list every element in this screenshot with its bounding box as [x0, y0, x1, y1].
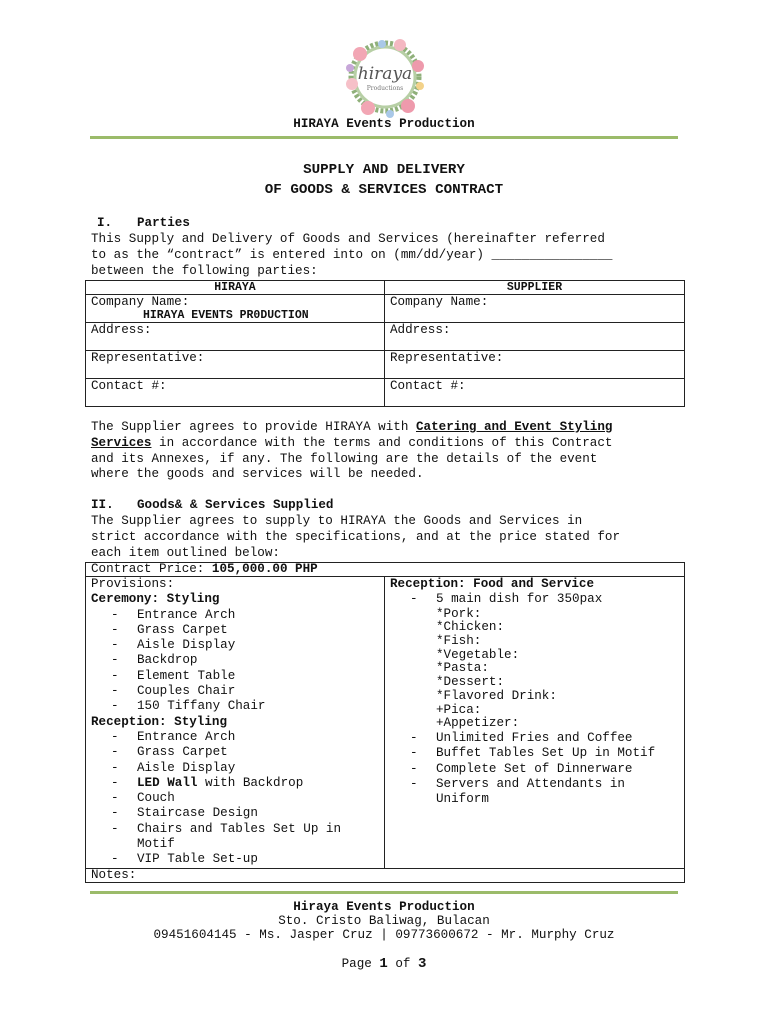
footer-contacts: 09451604145 - Ms. Jasper Cruz | 09773600672 - Mr. Murphy Cruz — [153, 928, 615, 943]
list-item: - Grass Carpet — [111, 745, 379, 760]
provisions-label: Provisions: — [91, 577, 175, 591]
supplier-rep-cell: Representative: — [385, 351, 685, 379]
list-item: - Couples Chair — [111, 684, 379, 699]
dish-item: *Chicken: — [436, 620, 505, 635]
list-item: - Couch — [111, 791, 379, 806]
list-item: - Complete Set of Dinnerware — [410, 762, 679, 777]
logo-wordmark: hiraya — [357, 64, 413, 84]
led-wall-rest: with Backdrop — [197, 775, 304, 790]
dish-item: *Fish: — [436, 634, 482, 648]
list-item: - Grass Carpet — [111, 623, 379, 638]
intro-line: The Supplier agrees to supply to HIRAYA the Goods and Services in — [91, 514, 583, 528]
list-item: - Chairs and Tables Set Up in Motif — [111, 822, 379, 853]
supplier-contact-cell: Contact #: — [385, 379, 685, 407]
supplier-company-cell: Company Name: — [385, 295, 685, 323]
footer-address: Sto. Cristo Baliwag, Bulacan — [278, 914, 490, 929]
page-total: 3 — [418, 956, 427, 972]
list-item: - Aisle Display — [111, 638, 379, 653]
vip-item: - VIP Table Set-up — [111, 852, 258, 867]
list-item: - 150 Tiffany Chair — [111, 699, 379, 714]
page-of: of — [387, 957, 419, 971]
section2-heading: Goods& & Services Supplied — [137, 498, 334, 512]
parties-table — [85, 280, 685, 407]
notes-cell: Notes: — [86, 868, 685, 882]
section1-num: I. — [97, 216, 113, 230]
food-heading: Reception: Food and Service — [390, 577, 595, 591]
hiraya-company-cell — [86, 295, 385, 323]
dish-item: +Pica: — [436, 702, 482, 717]
ceremony-list — [91, 608, 379, 715]
goods-table — [85, 562, 685, 883]
list-item: - Entrance Arch — [111, 608, 379, 623]
section1-heading: Parties — [137, 216, 190, 230]
hiraya-address-cell: Address: — [86, 323, 385, 351]
list-item: - Aisle Display — [111, 761, 379, 776]
parties-header-supplier: SUPPLIER — [385, 281, 685, 295]
provisions-cell — [86, 577, 385, 869]
reception-styling-heading: Reception: Styling — [91, 714, 228, 729]
title-line1: SUPPLY AND DELIVERY — [303, 162, 465, 178]
list-item: - Element Table — [111, 669, 379, 684]
intro-line: each item outlined below: — [91, 545, 280, 560]
list-item: - Staircase Design — [111, 806, 379, 821]
dish-sub-list — [390, 608, 679, 731]
list-item: - Buffet Tables Set Up in Motif — [410, 746, 679, 761]
footer-company: Hiraya Events Production — [293, 900, 475, 914]
price-label: Contract Price: — [91, 562, 212, 576]
intro-line: between the following parties: — [91, 263, 318, 278]
page-current: 1 — [379, 956, 388, 972]
section2-num: II. — [91, 498, 114, 512]
parties-header-hiraya: HIRAYA — [86, 281, 385, 295]
dish-item: *Flavored Drink: — [436, 688, 557, 703]
service-type: Catering and Event Styling — [415, 420, 613, 434]
intro-line: strict accordance with the specifications, and at the price stated for — [91, 529, 621, 544]
intro-line: to as the “contract” is entered into on (mm/dd/year) ________________ — [91, 247, 613, 262]
hiraya-rep-cell: Representative: — [86, 351, 385, 379]
agreement-paragraph — [91, 420, 691, 483]
service-type-cont: Services — [91, 435, 152, 450]
section2-intro — [91, 514, 691, 561]
intro-line: This Supply and Delivery of Goods and Services (hereinafter referred — [91, 232, 605, 246]
dish-item: *Dessert: — [436, 675, 505, 690]
title-line2: OF GOODS & SERVICES CONTRACT — [264, 182, 504, 198]
led-wall: LED Wall — [137, 775, 198, 790]
reception-styling-list — [91, 730, 379, 852]
list-item: - Servers and Attendants in Uniform — [410, 777, 679, 808]
header-rule — [90, 136, 678, 139]
food-service-list — [390, 731, 679, 807]
logo-subtext: Productions — [366, 85, 404, 92]
price-value: 105,000.00 PHP — [211, 562, 318, 576]
supplier-address-cell: Address: — [385, 323, 685, 351]
dish-item: *Pasta: — [436, 661, 489, 676]
list-item: - 5 main dish for 350pax — [410, 592, 679, 607]
footer — [0, 900, 768, 943]
agreement-text: where the goods and services will be needed. — [91, 467, 424, 482]
company-label: Company Name: — [91, 295, 190, 309]
agreement-text: The Supplier agrees to provide HIRAYA with — [91, 420, 416, 434]
food-cell — [385, 577, 685, 869]
agreement-text: and its Annexes, if any. The following are the details of the event — [91, 451, 598, 466]
hiraya-contact-cell: Contact #: — [86, 379, 385, 407]
main-dish-list — [390, 592, 679, 607]
list-item: - Unlimited Fries and Coffee — [410, 731, 679, 746]
list-item: - Backdrop — [111, 653, 379, 668]
header-company: HIRAYA Events Production — [293, 117, 475, 131]
page-label: Page — [341, 957, 380, 971]
agreement-text: in accordance with the terms and conditions of this Contract — [151, 435, 613, 450]
list-item — [111, 776, 379, 791]
dish-item: +Appetizer: — [436, 716, 520, 731]
dish-item: *Vegetable: — [436, 647, 520, 662]
section1-intro — [91, 232, 691, 279]
company-value: HIRAYA EVENTS PR0DUCTION — [143, 309, 309, 322]
list-item: - Entrance Arch — [111, 730, 379, 745]
footer-rule — [90, 891, 678, 894]
contract-price-cell — [86, 563, 685, 577]
ceremony-heading: Ceremony: Styling — [91, 592, 220, 607]
dish-item: *Pork: — [436, 606, 482, 621]
vip-label: VIP Table Set-up — [137, 852, 258, 867]
company-logo — [338, 34, 432, 120]
page-number — [0, 957, 768, 971]
